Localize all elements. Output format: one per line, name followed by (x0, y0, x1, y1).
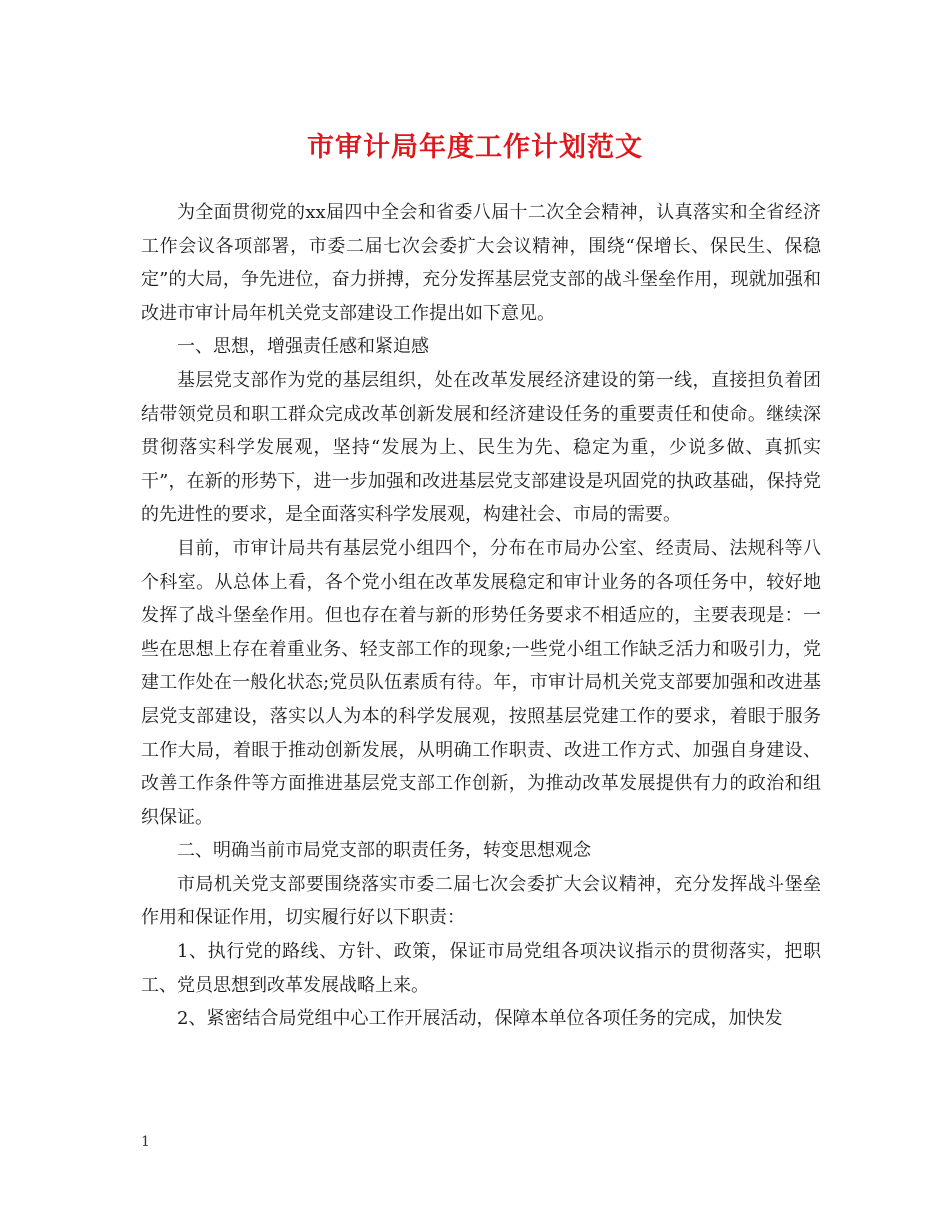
section-heading-2: 二、明确当前市局党支部的职责任务，转变思想观念 (177, 840, 591, 862)
paragraph: 市局机关党支部要围绕落实市委二届七次会委扩大会议精神，充分发挥战斗堡垒作用和保证作用，切实履行好以下职责： (141, 873, 821, 929)
paragraph: 目前，市审计局共有基层党小组四个，分布在市局办公室、经责局、法规科等八个科室。从总体上看，各个党小组在改革发展稳定和审计业务的各项任务中，较好地发挥了战斗堡垒作用。但也存在着与新的形势任务要求不相适应的，主要表现是：一些在思想上存在着重业务、轻支部工作的现象;一些党小组工作缺乏活力和吸引力，党建工作处在一般化状态;党员队伍素质有待。年，市审计局机关党支部要加强和改进基层党支部建设，落实以人为本的科学发展观，按照基层党建工作的要求，着眼于服务工作大局，着眼于推动创新发展，从明确工作职责、改进工作方式、加强自身建设、改善工作条件等方面推进基层党支部工作创新，为推动改革发展提供有力的政治和组织保证。 (141, 537, 821, 828)
paragraph: 基层党支部作为党的基层组织，处在改革发展经济建设的第一线，直接担负着团结带领党员和职工群众完成改革创新发展和经济建设任务的重要责任和使命。继续深贯彻落实科学发展观，坚持“发展为上、民生为先、稳定为重，少说多做、真抓实干”，在新的形势下，进一步加强和改进基层党支部建设是巩固党的执政基础，保持党的先进性的要求，是全面落实科学发展观，构建社会、市局的需要。 (141, 369, 821, 526)
list-item: 1、执行党的路线、方针、政策，保证市局党组各项决议指示的贯彻落实，把职工、党员思想到改革发展战略上来。 (141, 941, 821, 996)
section-heading-1: 一、思想，增强责任感和紧迫感 (177, 336, 429, 358)
document-body (141, 196, 821, 1036)
page-number: 1 (141, 1134, 150, 1150)
list-item: 2、紧密结合局党组中心工作开展活动，保障本单位各项任务的完成，加快发 (177, 1008, 783, 1030)
paragraph-intro: 为全面贯彻党的xx届四中全会和省委八届十二次全会精神，认真落实和全省经济工作会议各项部署，市委二届七次会委扩大会议精神，围绕“保增长、保民生、保稳定”的大局，争先进位，奋力拼搏，充分发挥基层党支部的战斗堡垒作用，现就加强和改进市审计局年机关党支部建设工作提出如下意见。 (141, 202, 821, 324)
document-title: 市审计局年度工作计划范文 (307, 132, 643, 163)
